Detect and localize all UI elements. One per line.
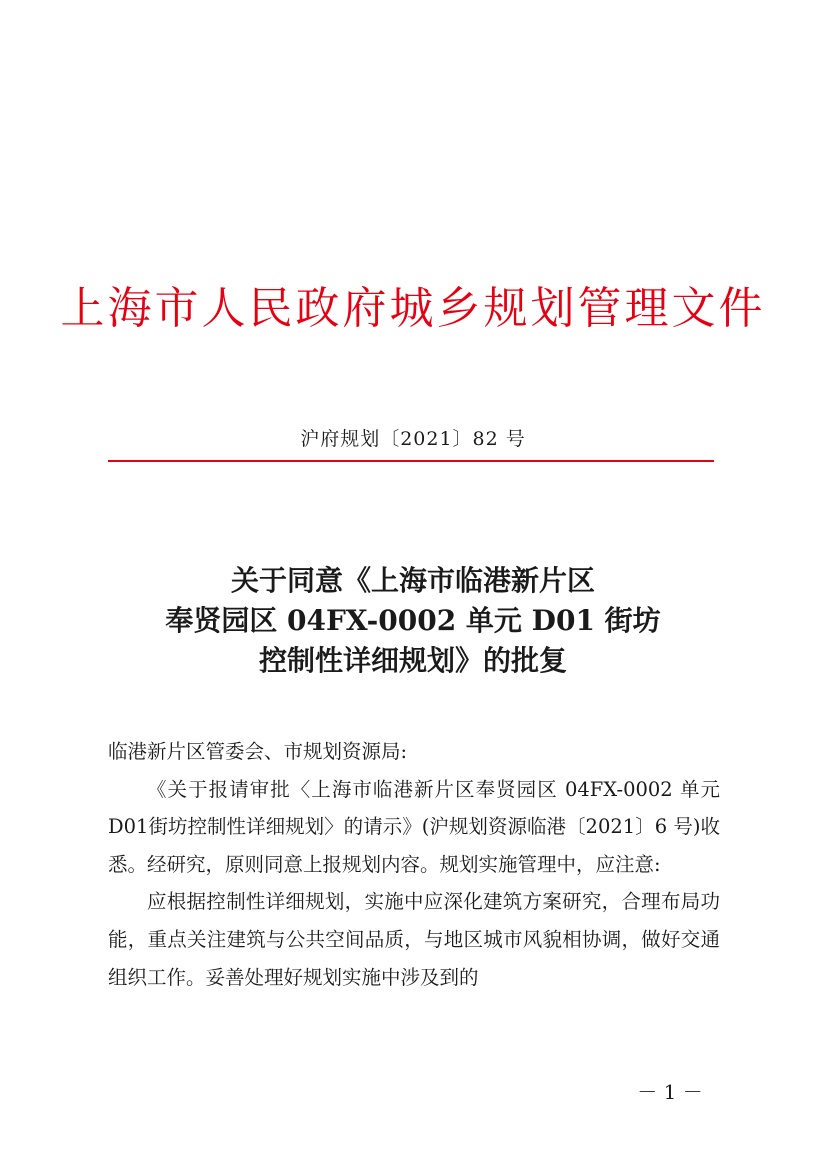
- page-number: － 1 －: [637, 1080, 703, 1104]
- title-line-2: 奉贤园区 04FX-0002 单元 D01 街坊: [165, 604, 661, 637]
- issuer-title: 上海市人民政府城乡规划管理文件: [60, 283, 766, 334]
- document-number: 沪府规划〔2021〕82 号: [300, 428, 526, 450]
- title-line-3: 控制性详细规划》的批复: [258, 644, 567, 677]
- addressee: 临港新片区管委会、市规划资源局:: [108, 740, 408, 763]
- document-body: [108, 733, 720, 996]
- document-title: [0, 561, 826, 681]
- body-paragraph: 《关于报请审批〈上海市临港新片区奉贤园区 04FX-0002 单元D01街坊控制性详细规划〉的请示》(沪规划资源临港〔2021〕6 号)收悉。经研究，原则同意上报规划内容。规划实施管理中，应注意:: [108, 777, 720, 876]
- body-paragraph: 应根据控制性详细规划，实施中应深化建筑方案研究，合理布局功能，重点关注建筑与公共空间品质，与地区城市风貌相协调，做好交通组织工作。妥善处理好规划实施中涉及到的: [108, 890, 720, 989]
- red-separator-line: [108, 460, 714, 462]
- title-line-1: 关于同意《上海市临港新片区: [230, 564, 595, 597]
